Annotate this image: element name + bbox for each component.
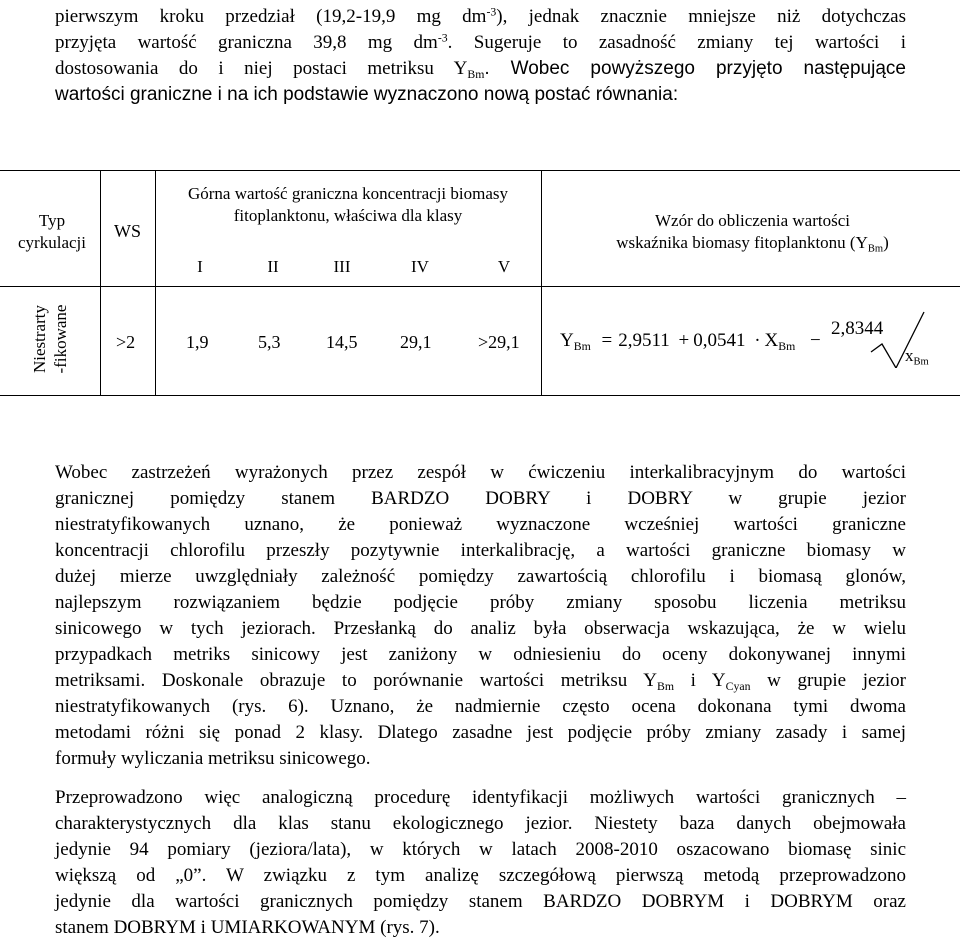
header-ws: WS: [114, 221, 141, 241]
value-class-4: 29,1: [400, 332, 432, 352]
formula-denominator: $x_{Bm}$: [905, 346, 929, 368]
p3-line: Przeprowadzono więc analogiczną procedurę identyfikacji możliwych wartości granicznych –: [55, 787, 906, 808]
p2-line: sinicowego w tych jeziorach. Przesłanką do analiz była obserwacja wskazująca, że w wielu: [55, 618, 906, 639]
value-class-5: >29,1: [478, 332, 520, 352]
formula-numerator: 2,8344: [831, 318, 884, 339]
table-bottom-border: [0, 395, 960, 396]
header-limit: Górna wartość graniczna koncentracji biomasy fitoplanktonu, właściwa dla klasy: [187, 184, 509, 225]
paragraph-2: [55, 460, 906, 772]
p2-line: dużej mierze uwzględniały zależność pomiędzy zawartością chlorofilu i biomasą glonów,: [55, 566, 906, 587]
p2-line: formuły wyliczania metriksu sinicowego.: [55, 748, 371, 769]
p2-line: najlepszym rozwiązaniem będzie podjęcie próby zmiany sposobu liczenia metriksu: [55, 592, 906, 613]
table-top-border: [0, 170, 960, 171]
intro-line-2: przyjęta wartość graniczna 39,8 mg $dm^{-3}$. Sugeruje to zasadność zmiany tej wartości i: [55, 31, 906, 53]
p2-line-9: metriksami. Doskonale obrazuje to porównanie wartości metriksu $Y_{Bm}$ i $Y_{Cyan}$ w grupie jezior: [55, 670, 907, 694]
intro-line-4: wartości graniczne i na ich podstawie wyznaczono nową postać równania:: [55, 84, 679, 105]
p3-line: jedynie 94 pomiary (jeziora/lata), w których w latach 2008-2010 oszacowano biomasę sinic: [55, 839, 906, 860]
p3-line: stanem DOBRYM i UMIARKOWANYM (rys. 7).: [55, 917, 440, 938]
class-label-5: V: [497, 257, 511, 276]
p3-line: większą od „0”. W związku z tym analizę szczegółową pierwszą metodą przeprowadzono: [55, 865, 906, 886]
biomass-formula: $Y_{Bm} = 2,9511 + 0,0541 \cdot X_{Bm}$ −: [560, 330, 821, 354]
p2-line: niestratyfikowanych (rys. 6). Uznano, że nadmiernie często ocena dokonana tymi dwoma: [55, 696, 906, 717]
header-typ-cyrkulacji: Typ cyrkulacji: [18, 211, 86, 252]
p2-line: metodami różni się ponad 2 klasy. Dlatego zasadne jest podjęcie próby zmiany zasady i samej: [55, 722, 906, 743]
table-divider-1: [100, 170, 101, 395]
value-class-1: 1,9: [186, 332, 209, 352]
table-header-divider: [0, 286, 960, 287]
header-formula: Wzór do obliczenia wartości wskaźnika biomasy fitoplanktonu $(Y_{Bm})$: [616, 211, 889, 255]
intro-paragraph: [55, 4, 906, 108]
table-divider-2: [155, 170, 156, 395]
row-ws-value: >2: [116, 332, 136, 352]
p2-line: koncentracji chlorofilu przeszły pozytywnie interkalibrację, a wartości graniczne biomasy w: [55, 540, 906, 561]
p3-line: jedynie dla wartości granicznych pomiędzy stanem BARDZO DOBRYM i DOBRYM oraz: [55, 891, 906, 912]
class-label-4: IV: [411, 257, 429, 276]
p2-line: Wobec zastrzeżeń wyrażonych przez zespół w ćwiczeniu interkalibracyjnym do wartości: [55, 462, 906, 483]
intro-line-1: pierwszym kroku przedział (19,2-19,9 mg $dm^{-3}$), jednak znacznie mniejsze niż dotychczas: [55, 5, 906, 27]
value-class-2: 5,3: [258, 332, 281, 352]
p2-line: granicznej pomiędzy stanem BARDZO DOBRY i DOBRY w grupie jezior: [55, 488, 906, 509]
class-label-3: III: [333, 257, 351, 276]
p3-line: charakterystycznych dla klas stanu ekologicznego jezior. Niestety baza danych obejmowała: [55, 813, 906, 834]
class-label-1: I: [197, 257, 203, 276]
intro-line-3: dostosowania do i niej postaci metriksu $Y_{Bm}$. Wobec powyższego przyjęto następujące: [55, 58, 906, 82]
value-class-3: 14,5: [326, 332, 358, 352]
p2-line: przypadkach metriks sinicowy jest zaniżony w odniesieniu do oceny dokonywanej innymi: [55, 644, 906, 665]
row-typ-niestratyfikowane: Niestrarty -fikowane: [30, 304, 70, 374]
thresholds-table: [0, 170, 960, 395]
p2-line: niestratyfikowanych uznano, że ponieważ wyznaczone wcześniej wartości graniczne: [55, 514, 906, 535]
class-label-2: II: [267, 257, 279, 276]
paragraph-3: [55, 785, 906, 941]
table-divider-3: [541, 170, 542, 395]
